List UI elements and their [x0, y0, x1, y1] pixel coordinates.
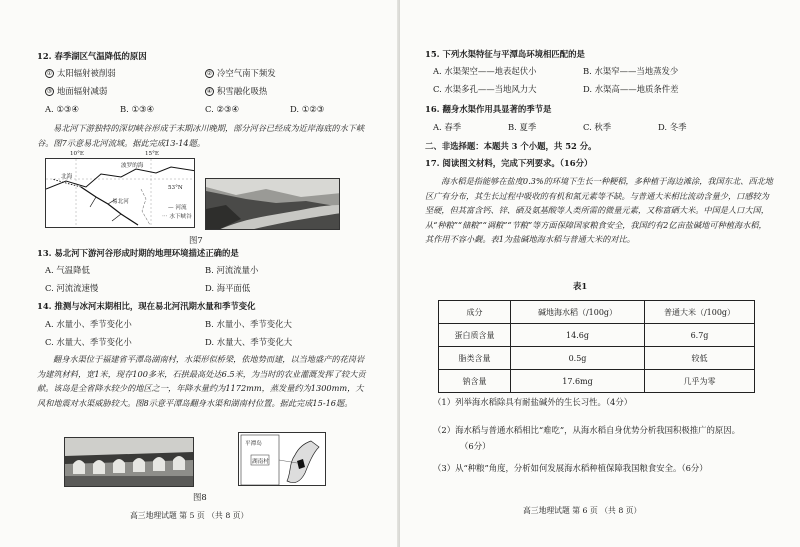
table-cell: 17.6mg [511, 370, 645, 393]
passage-sea-rice: 海水稻是指能够在盐度0.3%的环境下生长一种粳稻，多种植于海边滩涂，我国东北、西北地区广有分布，其生长过程中吸收的有机和氮元素等不缺。与普通大米相比流动含量少，口感较为坚硬，但其富含钙、锌、硒及氨基酸等人类所需的微量元素，又称富硒大米。中国是人口大国，从“种粮”“储粮”“调粮”“节粮”等方面保障国家粮食安全，我国约有2亿亩盐碱地可种植海水稻，其作用不容小觑。表1为盐碱地海水稻与普通大米的对比。 [425, 176, 773, 244]
q13-choice-c[interactable]: C. 河流流速慢 [45, 283, 99, 293]
question-14-stem: 14. 推测与冰河末期相比，现在易北河汛期水量和季节变化 [37, 301, 256, 311]
figure-8-caption: 图8 [193, 492, 207, 502]
q15-choice-d[interactable]: D. 水渠高——地质条件差 [583, 84, 679, 94]
question-15-stem: 15. 下列水渠特征与平潭岛环境相匹配的是 [425, 49, 585, 59]
border-line [141, 189, 150, 225]
q12-choice-c[interactable]: C. ②③④ [205, 104, 239, 114]
q12-option-1 [45, 68, 116, 79]
q17-sub-2: （2）海水稻与普通水稻相比“难吃”，从海水稻自身优势分析我国积极推广的原因。 [433, 425, 741, 435]
q17-sub-1: （1）列举海水稻除具有耐盐碱外的生长习性。（4分） [433, 397, 633, 407]
q15-choice-c[interactable]: C. 水渠多孔——当地风力大 [433, 84, 537, 94]
q16-choice-a[interactable]: A. 春季 [433, 122, 462, 132]
figure-7-photo [205, 178, 340, 230]
q12-choice-a[interactable]: A. ①③④ [45, 104, 79, 114]
label-lon-10e: 10°E [70, 151, 84, 157]
table-cell: 几乎为零 [645, 370, 755, 393]
label-pingtan-island: 平潭岛 [245, 441, 262, 447]
figure-7-caption: 图7 [189, 235, 203, 245]
label-baltic-sea: 波罗的海 [121, 163, 144, 169]
q15-choice-a[interactable]: A. 水渠架空——地表起伏小 [433, 66, 537, 76]
question-13-stem: 13. 易北河下游河谷形成时期的地理环境描述正确的是 [37, 248, 239, 258]
label-elbe-river: 易北河 [112, 199, 129, 205]
passage-figure-7: 易北河下游独特的深切峡谷形成于末期冰川晚期，部分河谷已经成为近岸海底的水下峡谷。图7示意易北河流域。据此完成13-14题。 [37, 123, 365, 148]
table-cell: 钠含量 [439, 370, 511, 393]
table-row [439, 370, 755, 393]
page-6 [400, 0, 800, 547]
page-5-footer: 高三地理试题 第 5 页 （共 8 页） [130, 511, 249, 520]
q14-choice-c[interactable]: C. 水量大、季节变化小 [45, 337, 132, 347]
table-1-title: 表1 [573, 281, 588, 291]
table-header-cell: 碱地海水稻（/100g） [511, 301, 645, 324]
q14-choice-d[interactable]: D. 水量大、季节变化大 [205, 337, 293, 347]
q12-option-2-mark: ② [206, 70, 213, 77]
table-row [439, 347, 755, 370]
label-north-sea: 北海 [61, 174, 73, 180]
q12-option-4-mark: ④ [206, 88, 213, 95]
question-17-stem: 17. 阅读图文材料，完成下列要求。（16分） [425, 158, 593, 168]
table-header-row [439, 301, 755, 324]
table-cell: 0.5g [511, 347, 645, 370]
legend-river: — 河流 [168, 205, 187, 211]
q12-option-2 [205, 68, 276, 79]
q16-choice-d[interactable]: D. 冬季 [658, 122, 687, 132]
q16-choice-c[interactable]: C. 秋季 [583, 122, 612, 132]
table-cell: 14.6g [511, 324, 645, 347]
question-12-stem: 12. 春季湖区气温降低的原因 [37, 51, 147, 61]
q13-choice-b[interactable]: B. 河流流量小 [205, 265, 259, 275]
figure-7-photo-drawing [206, 179, 340, 230]
q12-option-3-mark: ③ [46, 88, 53, 95]
table-1 [438, 300, 755, 393]
q12-option-1-mark: ① [46, 70, 53, 77]
q12-choice-d[interactable]: D. ①②③ [290, 104, 325, 114]
q12-option-4 [205, 86, 267, 97]
table-cell: 较低 [645, 347, 755, 370]
figure-7-map [45, 158, 195, 228]
label-lat-53n: 53°N [168, 185, 183, 191]
q16-choice-b[interactable]: B. 夏季 [508, 122, 537, 132]
q14-choice-b[interactable]: B. 水量小、季节变化大 [205, 319, 292, 329]
submarine-canyon [52, 179, 81, 187]
q13-choice-a[interactable]: A. 气温降低 [45, 265, 90, 275]
q12-option-1-text: 太阳辐射被削弱 [57, 68, 116, 78]
q12-option-3 [45, 86, 107, 97]
table-header-cell: 成分 [439, 301, 511, 324]
q13-choice-d[interactable]: D. 海平面低 [205, 283, 251, 293]
q14-choice-a[interactable]: A. 水量小、季节变化小 [45, 319, 132, 329]
label-lon-15e: 15°E [145, 151, 159, 157]
table-header-cell: 普通大米（/100g） [645, 301, 755, 324]
label-hunan-village: 湖南村 [252, 459, 269, 465]
legend-canyon: ⋯ 水下峡谷 [162, 214, 192, 220]
q12-option-2-text: 冷空气南下频发 [217, 68, 276, 78]
section-2-heading: 二、非选择题：本题共 3 个小题，共 52 分。 [425, 141, 597, 151]
q12-option-3-text: 地面辐射减弱 [57, 86, 108, 96]
figure-8-photo-drawing [65, 438, 194, 487]
q17-sub-2-score: （6分） [460, 441, 491, 451]
table-cell: 6.7g [645, 324, 755, 347]
elbe-river [81, 187, 138, 225]
q15-choice-b[interactable]: B. 水渠窄——当地蒸发少 [583, 66, 679, 76]
page-6-footer: 高三地理试题 第 6 页 （共 8 页） [523, 506, 642, 515]
q12-option-4-text: 积雪融化吸热 [217, 86, 268, 96]
q17-sub-3: （3）从“种粮”角度，分析如何发展海水稻种植保障我国粮食安全。（6分） [433, 463, 708, 473]
question-16-stem: 16. 翻身水渠作用具显著的季节是 [425, 104, 552, 114]
q12-choice-b[interactable]: B. ①③④ [120, 104, 155, 114]
table-row [439, 324, 755, 347]
figure-8-photo [64, 437, 194, 487]
passage-figure-8: 翻身水渠位于福建省平潭岛湖南村，水渠形似桥梁，依地势而建，以当地盛产的花岗岩为建筑材料，宽1米，现存100多米，石拱最高处达6.5米，为当时的农业灌溉发挥了较大贡献。该岛是全省降水较少的地区之一，年降水量约为1172mm，蒸发量约为1300mm，大风和地震对水渠威胁较大。图8示意平潭岛翻身水渠和湖南村位置。据此完成15-16题。 [37, 354, 366, 408]
figure-8-map [238, 432, 326, 486]
table-cell: 脂类含量 [439, 347, 511, 370]
table-cell: 蛋白质含量 [439, 324, 511, 347]
